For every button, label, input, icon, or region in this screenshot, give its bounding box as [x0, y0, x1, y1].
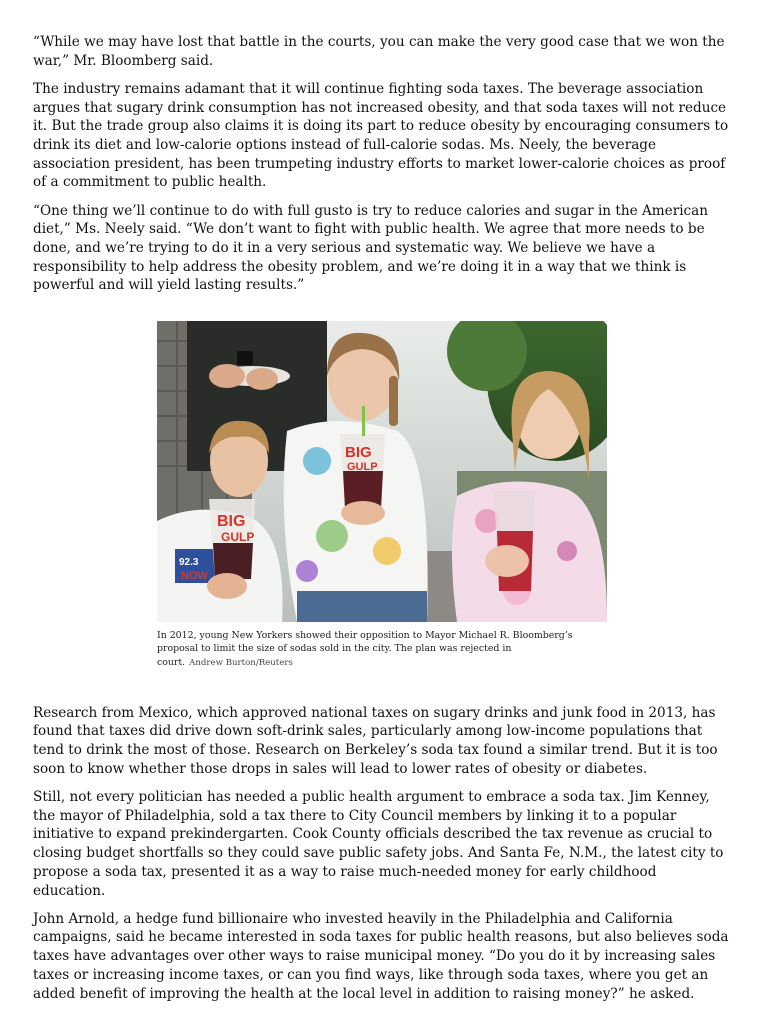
paragraph-politicians: Still, not every politician has needed a public health argument to embrace a soda tax. Jim Kenney, the mayor of Philadelphia, sold a tax there to City Council members by linking it to a popular initiative to expand prekindergarten. Cook County officials described the tax revenue as crucial to closing budget shortfalls so they could save public safety jobs. And Santa Fe, N.M., the latest city to propose a soda tax, presented it as a way to raise much-needed money for early childhood education. — [33, 789, 724, 899]
article-body — [33, 33, 729, 1013]
svg-text:NOW: NOW — [181, 570, 208, 583]
svg-text:BIG: BIG — [217, 513, 246, 531]
figure-caption — [157, 629, 577, 670]
svg-text:BIG: BIG — [345, 444, 372, 462]
paragraph-neely-quote: “One thing we’ll continue to do with full gusto is try to reduce calories and sugar in the American diet,” Ms. Neely said. “We don’t want to fight with public health. We agree that more needs to be done, and we’re trying to do it in a very serious and systematic way. We believe we have a responsibility to help address the obesity problem, and we’re doing it in a way that we think is powerful and will yield lasting results.” — [33, 202, 709, 294]
paragraph-john-arnold: John Arnold, a hedge fund billionaire who invested heavily in the Philadelphia and California campaigns, said he became interested in soda taxes for public health reasons, but also believes soda taxes have advantages over other ways to raise municipal money. “Do you do it by increasing sales taxes or increasing income taxes, or can you find ways, like through soda taxes, where you get an added benefit of improving the health at the local level in addition to raising money?” he asked. — [33, 910, 729, 1002]
caption-text: In 2012, young New Yorkers showed their opposition to Mayor Michael R. Bloomberg’s proposal to limit the size of sodas sold in the city. The plan was rejected in court. — [157, 630, 573, 668]
svg-text:92.3: 92.3 — [179, 557, 199, 569]
svg-text:GULP: GULP — [221, 530, 255, 545]
paragraph-industry: The industry remains adamant that it will continue fighting soda taxes. The beverage association argues that sugary drink consumption has not increased obesity, and that soda taxes will not reduce it. But the trade group also claims it is doing its part to reduce obesity by encouraging consumers to drink its diet and low-calorie options instead of full-calorie sodas. Ms. Neely, the beverage association president, has been trumpeting industry efforts to market lower-calorie choices as proof of a commitment to public health. — [33, 80, 729, 191]
paragraph-mexico-research: Research from Mexico, which approved national taxes on sugary drinks and junk food in 2013, has found that taxes did drive down soft-drink sales, particularly among low-income populations that tend to drink the most of those. Research on Berkeley’s soda tax found a similar trend. But it is too soon to know whether those drops in sales will lead to lower rates of obesity or diabetes. — [33, 704, 718, 777]
children-with-sodas-photo — [157, 321, 607, 622]
photo-credit: Andrew Burton/Reuters — [189, 657, 293, 668]
article-figure — [157, 321, 607, 670]
article-continuation — [33, 704, 729, 1004]
svg-text:GULP: GULP — [347, 461, 378, 474]
paragraph-bloomberg-quote: “While we may have lost that battle in the courts, you can make the very good case that we won the war,” Mr. Bloomberg said. — [33, 34, 725, 69]
